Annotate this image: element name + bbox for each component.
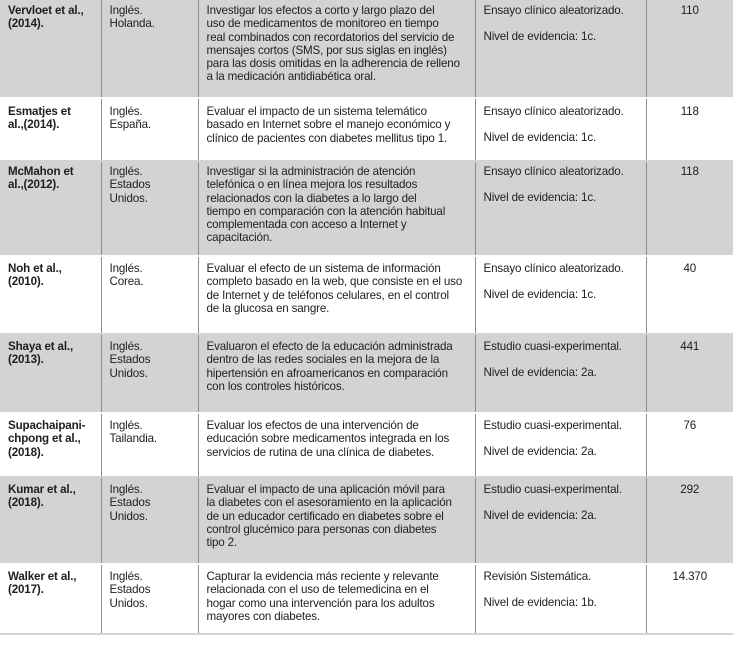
design-text: Estudio cuasi-experimental. xyxy=(483,340,622,353)
author-cell xyxy=(0,334,101,413)
evidence-level-text: Nivel de evidencia: 2a. xyxy=(483,445,597,459)
author-cell xyxy=(0,413,101,477)
language-text: Inglés. xyxy=(109,483,143,496)
sample-size-value: 118 xyxy=(680,165,699,178)
author-cell xyxy=(0,477,101,564)
author-line: (2013). xyxy=(8,353,44,367)
author-line: Esmatjes et xyxy=(8,105,71,118)
design-cell xyxy=(475,564,646,634)
objective-line: completo basado en la web, que consiste en el uso xyxy=(206,275,463,289)
sample-size-value: 441 xyxy=(680,340,700,353)
objective-line: basado en Internet sobre el manejo económico y xyxy=(206,118,451,132)
objective-line: con los controles históricos. xyxy=(206,379,345,393)
design-cell xyxy=(475,256,646,334)
author-line: Vervloet et al., xyxy=(8,4,84,17)
evidence-level-text: Nivel de evidencia: 1c. xyxy=(483,30,597,44)
country-text: Holanda. xyxy=(109,17,155,31)
author-line: al.,(2012). xyxy=(8,178,60,192)
author-line: Walker et al., xyxy=(8,570,77,583)
evidence-level-text: Nivel de evidencia: 2a. xyxy=(483,366,597,380)
objective-line: dentro de las redes sociales en la mejora de la xyxy=(206,353,440,367)
line-gap xyxy=(484,583,640,596)
objective-cell xyxy=(198,98,475,161)
author-cell xyxy=(0,98,101,161)
author-cell xyxy=(0,0,101,98)
language-country-cell xyxy=(101,334,198,413)
objective-line: complementada con acceso a Internet y xyxy=(206,218,407,232)
objective-line: uso de medicamentos de monitoreo en tiempo xyxy=(206,17,439,31)
language-text: Inglés. xyxy=(109,105,143,118)
objective-line: de la glucosa en sangre. xyxy=(206,301,330,315)
country-text: Estados Unidos. xyxy=(109,496,151,523)
objective-line: capacitación. xyxy=(206,231,273,245)
objective-line: clínico de pacientes con diabetes mellitus tipo 1. xyxy=(206,131,448,145)
author-line: (2018). xyxy=(8,445,44,459)
line-gap xyxy=(484,275,640,288)
design-text: Revisión Sistemática. xyxy=(483,570,592,583)
design-cell xyxy=(475,98,646,161)
design-text: Ensayo clínico aleatorizado. xyxy=(483,105,624,118)
objective-cell xyxy=(198,334,475,413)
design-text: Ensayo clínico aleatorizado. xyxy=(483,165,624,178)
language-text: Inglés. xyxy=(109,340,143,353)
line-gap xyxy=(484,178,640,191)
objective-line: relacionados con la diabetes a lo largo del xyxy=(206,191,417,205)
objective-line: Capturar la evidencia más reciente y relevante xyxy=(206,570,439,583)
objective-line: control glucémico para personas con diabetes xyxy=(206,522,437,536)
language-country-cell xyxy=(101,564,198,634)
line-gap xyxy=(484,353,640,366)
objective-line: Evaluar el impacto de un sistema telemático xyxy=(206,105,427,118)
table-row xyxy=(0,256,733,334)
author-line: McMahon et xyxy=(8,165,74,178)
objective-line: de un educador certificado en diabetes sobre el xyxy=(206,509,444,523)
objective-cell xyxy=(198,161,475,256)
design-text: Ensayo clínico aleatorizado. xyxy=(483,262,624,275)
language-text: Inglés. xyxy=(109,419,143,432)
objective-line: Evaluaron el efecto de la educación administrada xyxy=(206,340,453,353)
design-text: Estudio cuasi-experimental. xyxy=(483,419,622,432)
sample-size-cell xyxy=(646,0,733,98)
line-gap xyxy=(484,432,640,445)
objective-cell xyxy=(198,256,475,334)
objective-line: telefónica o en línea mejora los resultados xyxy=(206,178,418,192)
design-cell xyxy=(475,477,646,564)
sample-size-cell xyxy=(646,334,733,413)
table-row xyxy=(0,0,733,98)
objective-line: hipertensión en afroamericanos en comparación xyxy=(206,366,448,380)
line-gap xyxy=(484,17,640,30)
sample-size-cell xyxy=(646,477,733,564)
language-country-cell xyxy=(101,0,198,98)
author-line: Supachaipani- xyxy=(8,419,86,432)
author-line: Kumar et al., xyxy=(8,483,76,496)
language-text: Inglés. xyxy=(109,262,143,275)
objective-line: Investigar si la administración de atención xyxy=(206,165,416,178)
evidence-level-text: Nivel de evidencia: 1b. xyxy=(483,596,597,610)
author-cell xyxy=(0,161,101,256)
objective-line: relacionada con el uso de telemedicina en el xyxy=(206,583,429,597)
design-cell xyxy=(475,334,646,413)
objective-cell xyxy=(198,0,475,98)
language-text: Inglés. xyxy=(109,165,143,178)
objective-line: Evaluar los efectos de una intervención de xyxy=(206,419,419,432)
sample-size-cell xyxy=(646,161,733,256)
language-country-cell xyxy=(101,256,198,334)
language-country-cell xyxy=(101,477,198,564)
author-line: (2014). xyxy=(8,17,44,31)
author-cell xyxy=(0,256,101,334)
author-line: Shaya et al., xyxy=(8,340,74,353)
design-cell xyxy=(475,161,646,256)
author-line: al.,(2014). xyxy=(8,118,60,132)
objective-line: a la medicación antidiabética oral. xyxy=(206,70,376,84)
language-country-cell xyxy=(101,413,198,477)
objective-line: hogar como una intervención para los adultos xyxy=(206,596,435,610)
objective-cell xyxy=(198,477,475,564)
objective-line: de Internet y de teléfonos celulares, en el control xyxy=(206,288,449,302)
line-gap xyxy=(484,496,640,509)
evidence-level-text: Nivel de evidencia: 1c. xyxy=(483,131,597,145)
author-line: chpong et al., xyxy=(8,432,81,446)
evidence-level-text: Nivel de evidencia: 1c. xyxy=(483,191,597,205)
design-cell xyxy=(475,413,646,477)
line-gap xyxy=(484,118,640,131)
country-text: España. xyxy=(109,118,151,132)
author-line: (2010). xyxy=(8,275,44,289)
author-line: (2017). xyxy=(8,583,44,597)
country-text: Estados Unidos. xyxy=(109,178,151,205)
language-country-cell xyxy=(101,98,198,161)
author-line: Noh et al., xyxy=(8,262,62,275)
objective-line: Investigar los efectos a corto y largo plazo del xyxy=(206,4,435,17)
sample-size-cell xyxy=(646,413,733,477)
table-row xyxy=(0,413,733,477)
country-text: Corea. xyxy=(109,275,144,289)
table-row xyxy=(0,161,733,256)
evidence-level-text: Nivel de evidencia: 1c. xyxy=(483,288,597,302)
sample-size-cell xyxy=(646,256,733,334)
objective-line: real combinados con recordatorios del servicio de xyxy=(206,30,455,44)
objective-cell xyxy=(198,413,475,477)
table-row xyxy=(0,98,733,161)
sample-size-value: 110 xyxy=(680,4,699,17)
sample-size-value: 40 xyxy=(683,262,697,275)
country-text: Estados Unidos. xyxy=(109,353,151,380)
country-text: Estados Unidos. xyxy=(109,583,151,610)
objective-line: Evaluar el impacto de una aplicación móvil para xyxy=(206,483,445,496)
objective-line: Evaluar el efecto de un sistema de información xyxy=(206,262,441,275)
author-cell xyxy=(0,564,101,634)
objective-line: tiempo en comparación con la atención habitual xyxy=(206,204,446,218)
language-country-cell xyxy=(101,161,198,256)
sample-size-value: 14.370 xyxy=(672,570,708,583)
objective-line: la diabetes con el asesoramiento en la aplicación xyxy=(206,496,452,510)
design-text: Estudio cuasi-experimental. xyxy=(483,483,622,496)
objective-line: mayores con diabetes. xyxy=(206,609,320,623)
design-cell xyxy=(475,0,646,98)
sample-size-value: 292 xyxy=(680,483,700,496)
objective-line: tipo 2. xyxy=(206,536,238,550)
table-row xyxy=(0,334,733,413)
sample-size-value: 76 xyxy=(683,419,697,432)
author-line: (2018). xyxy=(8,496,44,510)
country-text: Tailandia. xyxy=(109,432,157,446)
sample-size-value: 118 xyxy=(680,105,699,118)
objective-line: para las dosis omitidas en la adherencia de relleno xyxy=(206,57,460,71)
sample-size-cell xyxy=(646,564,733,634)
objective-line: servicios de rutina de una clínica de diabetes. xyxy=(206,445,435,459)
objective-line: educación sobre medicamentos integrada en los xyxy=(206,432,450,446)
table-row xyxy=(0,564,733,634)
table-row xyxy=(0,477,733,564)
sample-size-cell xyxy=(646,98,733,161)
language-text: Inglés. xyxy=(109,4,143,17)
objective-line: mensajes cortos (SMS, por sus siglas en inglés) xyxy=(206,43,447,57)
evidence-level-text: Nivel de evidencia: 2a. xyxy=(483,509,597,523)
design-text: Ensayo clínico aleatorizado. xyxy=(483,4,624,17)
language-text: Inglés. xyxy=(109,570,143,583)
objective-cell xyxy=(198,564,475,634)
